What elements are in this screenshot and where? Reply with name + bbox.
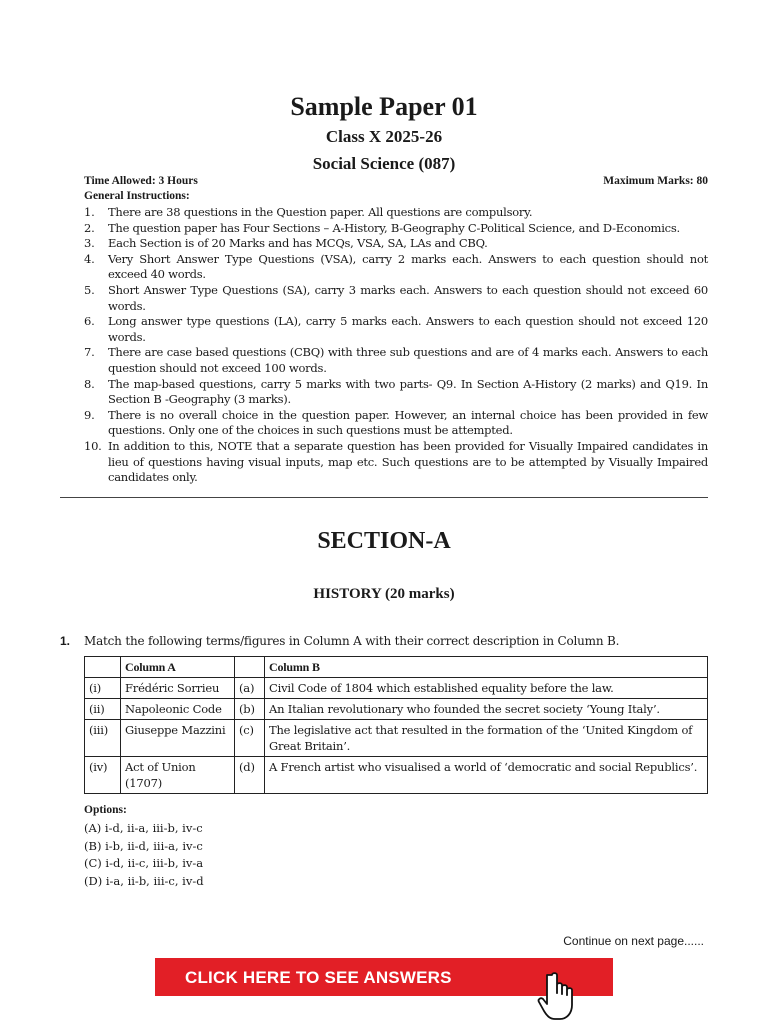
row-b-description: An Italian revolutionary who founded the secret society ‘Young Italy’. (265, 699, 708, 720)
question-text: Match the following terms/figures in Column A with their correct description in Column B. (84, 634, 620, 648)
instruction-item (84, 377, 708, 408)
row-a-number: (ii) (85, 699, 121, 720)
row-b-number: (d) (235, 757, 265, 794)
hand-pointer-icon (534, 970, 582, 1022)
instruction-text: There is no overall choice in the question paper. However, an internal choice has been provided in few questions. Only one of the choices in such questions must be attempted. (108, 407, 708, 438)
option-item: (C) i-d, ii-c, iii-b, iv-a (84, 856, 204, 870)
instruction-number: 4. (84, 251, 95, 266)
instruction-item (84, 221, 708, 237)
instruction-number: 2. (84, 220, 95, 235)
horizontal-divider (60, 497, 708, 498)
continue-note: Continue on next page...... (563, 934, 704, 948)
maximum-marks: Maximum Marks: 80 (603, 175, 708, 187)
class-line: Class X 2025-26 (325, 127, 443, 146)
instruction-text: Short Answer Type Questions (SA), carry 3 marks each. Answers to each question should not exceed 60 words. (108, 282, 708, 313)
row-a-term: Act of Union (1707) (121, 757, 235, 794)
table-row (85, 757, 708, 794)
instruction-number: 10. (84, 438, 102, 453)
instruction-number: 7. (84, 345, 95, 360)
option-item: (A) i-d, ii-a, iii-b, iv-c (84, 821, 203, 835)
row-a-term: Giuseppe Mazzini (121, 720, 235, 757)
row-a-number: (i) (85, 678, 121, 699)
table-row (85, 699, 708, 720)
instruction-item (84, 345, 708, 376)
instruction-item (84, 314, 708, 345)
time-allowed: Time Allowed: 3 Hours (84, 175, 198, 187)
instruction-item (84, 252, 708, 283)
match-table (84, 656, 708, 794)
section-title: SECTION-A (317, 528, 451, 554)
instruction-text: In addition to this, NOTE that a separate question has been provided for Visually Impaired candidates in lieu of questions having visual inputs, map etc. Such questions are to be attempted by Visually Impaired candidates only. (108, 438, 708, 485)
instruction-text: Very Short Answer Type Questions (VSA), carry 2 marks each. Answers to each question should not exceed 40 words. (108, 251, 708, 282)
instruction-number: 5. (84, 282, 95, 297)
instruction-text: The question paper has Four Sections – A-History, B-Geography C-Political Science, and D-Economics. (108, 220, 680, 235)
column-b-header: Column B (265, 657, 708, 678)
column-a-header: Column A (121, 657, 235, 678)
instruction-number: 9. (84, 407, 95, 422)
instructions-list (84, 205, 708, 486)
instruction-text: The map-based questions, carry 5 marks with two parts- Q9. In Section A-History (2 marks) and Q19. In Section B -Geography (3 marks). (108, 376, 708, 407)
table-header-row (85, 657, 708, 678)
instruction-number: 1. (84, 205, 95, 219)
paper-title: Sample Paper 01 (290, 92, 478, 121)
instruction-item (84, 236, 708, 252)
section-subtitle: HISTORY (20 marks) (313, 586, 455, 602)
option-item: (D) i-a, ii-b, iii-c, iv-d (84, 873, 204, 888)
instruction-item (84, 283, 708, 314)
instruction-number: 8. (84, 376, 95, 391)
instruction-text: Long answer type questions (LA), carry 5 marks each. Answers to each question should not exceed 120 words. (108, 314, 708, 344)
row-a-number: (iii) (85, 720, 121, 757)
row-a-term: Napoleonic Code (121, 699, 235, 720)
row-b-description: Civil Code of 1804 which established equality before the law. (265, 678, 708, 699)
row-b-number: (b) (235, 699, 265, 720)
row-b-number: (c) (235, 720, 265, 757)
instruction-number: 6. (84, 314, 95, 329)
instruction-text: Each Section is of 20 Marks and has MCQs, VSA, SA, LAs and CBQ. (108, 236, 488, 251)
instruction-text: There are case based questions (CBQ) with three sub questions and are of 4 marks each. Answers to each question should not exceed 100 words. (108, 345, 708, 375)
option-item: (B) i-b, ii-d, iii-a, iv-c (84, 838, 203, 853)
header-blank-cell (235, 657, 265, 678)
instruction-text: There are 38 questions in the Question paper. All questions are compulsory. (108, 205, 533, 219)
question-number: 1. (60, 634, 71, 648)
see-answers-label: CLICK HERE TO SEE ANSWERS (185, 968, 452, 987)
row-a-term: Frédéric Sorrieu (121, 678, 235, 699)
row-b-description: A French artist who visualised a world of ‘democratic and social Republics’. (265, 757, 708, 794)
instruction-item (84, 205, 708, 221)
subject-line: Social Science (087) (312, 154, 456, 173)
instruction-item (84, 439, 708, 486)
row-b-description: The legislative act that resulted in the formation of the ‘United Kingdom of Great Britain’. (265, 720, 708, 757)
options-label: Options: (84, 804, 127, 816)
instruction-item (84, 408, 708, 439)
row-a-number: (iv) (85, 757, 121, 794)
row-b-number: (a) (235, 678, 265, 699)
table-row (85, 678, 708, 699)
general-instructions-label: General Instructions: (84, 190, 190, 202)
instruction-number: 3. (84, 236, 95, 251)
header-blank-cell (85, 657, 121, 678)
table-row (85, 720, 708, 757)
options-list (84, 820, 204, 890)
